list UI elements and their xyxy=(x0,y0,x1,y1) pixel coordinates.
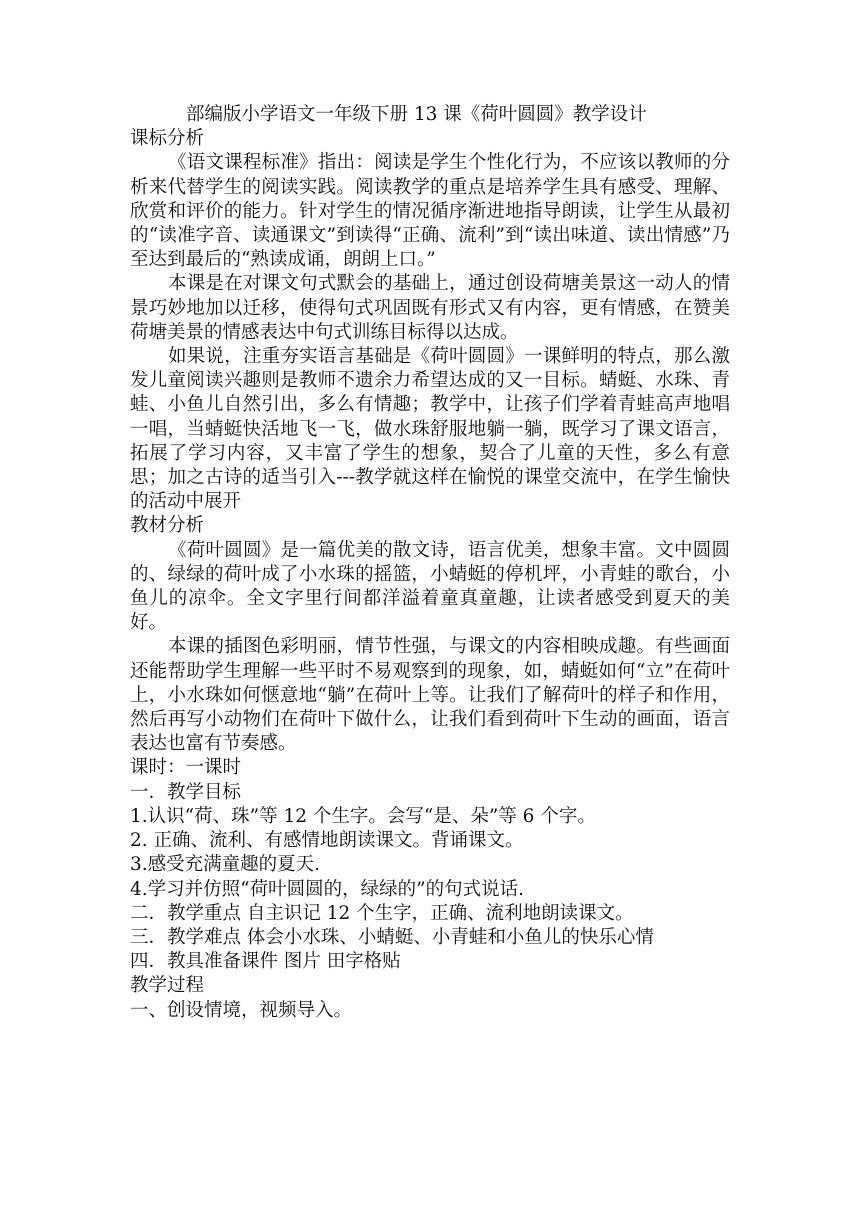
class-hours-line: 课时：一课时 xyxy=(130,757,242,779)
step-heading: 一、创设情境，视频导入。 xyxy=(130,999,353,1021)
paragraph: 本课是在对课文句式默会的基础上，通过创设荷塘美景这一动人的情景巧妙地加以迁移，使得句式巩固既有形式又有内容，更有情感，在赞美荷塘美景的情感表达中句式训练目标得以达成。 xyxy=(130,273,730,343)
teaching-process-heading: 教学过程 xyxy=(130,975,205,997)
paragraph: 本课的插图色彩明丽，情节性强，与课文的内容相映成趣。有些画面还能帮助学生理解一些平时不易观察到的现象，如，蜻蜓如何“立”在荷叶上，小水珠如何惬意地“躺”在荷叶上等。让我们了解荷叶的样子和作用，然后再写小动物们在荷叶下做什么，让我们看到荷叶下生动的画面，语言表达也富有节奏感。 xyxy=(130,636,730,755)
document-title: 部编版小学语文一年级下册 13 课《荷叶圆圆》教学设计 xyxy=(186,104,647,125)
document-page xyxy=(130,103,730,1023)
teaching-goals-heading: 一．教学目标 xyxy=(130,781,242,803)
paragraph: 《语文课程标准》指出：阅读是学生个性化行为，不应该以教师的分析来代替学生的阅读实践。阅读教学的重点是培养学生具有感受、理解、欣赏和评价的能力。针对学生的情况循序渐进地指导朗读，让学生从最初的“读准字音、读通课文”到读得“正确、流利”到“读出味道、读出情感”乃至达到最后的“熟读成诵，朗朗上口。” xyxy=(130,152,730,271)
goal-item: 2. 正确、流利、有感情地朗读课文。背诵课文。 xyxy=(130,830,524,852)
goal-item: 4.学习并仿照“荷叶圆圆的，绿绿的”的句式说话. xyxy=(130,878,524,900)
section-heading-textbook-analysis: 教材分析 xyxy=(130,515,205,537)
goal-item: 3.感受充满童趣的夏天. xyxy=(130,854,321,876)
paragraph: 如果说，注重夯实语言基础是《荷叶圆圆》一课鲜明的特点，那么激发儿童阅读兴趣则是教师不遗余力希望达成的又一目标。蜻蜓、水珠、青蛙、小鱼儿自然引出，多么有情趣；教学中，让孩子们学着青蛙高声地唱一唱，当蜻蜓快活地飞一飞，做水珠舒服地躺一躺，既学习了课文语言，拓展了学习内容，又丰富了学生的想象，契合了儿童的天性，多么有意思；加之古诗的适当引入---教学就这样在愉悦的课堂交流中，在学生愉快的活动中展开 xyxy=(130,346,730,513)
paragraph: 《荷叶圆圆》是一篇优美的散文诗，语言优美，想象丰富。文中圆圆的、绿绿的荷叶成了小水珠的摇篮，小蜻蜓的停机坪，小青蛙的歌台，小鱼儿的凉伞。全文字里行间都洋溢着童真童趣，让读者感受到夏天的美好。 xyxy=(130,539,730,634)
teaching-aids-line: 四．教具准备课件 图片 田字格贴 xyxy=(130,951,401,973)
section-heading-curriculum-analysis: 课标分析 xyxy=(130,128,205,150)
teaching-focus-line: 二．教学重点 自主识记 12 个生字，正确、流利地朗读课文。 xyxy=(130,902,634,924)
goal-item: 1.认识“荷、珠”等 12 个生字。会写“是、朵”等 6 个字。 xyxy=(130,805,596,827)
teaching-difficulty-line: 三．教学难点 体会小水珠、小蜻蜓、小青蛙和小鱼儿的快乐心情 xyxy=(130,926,654,948)
